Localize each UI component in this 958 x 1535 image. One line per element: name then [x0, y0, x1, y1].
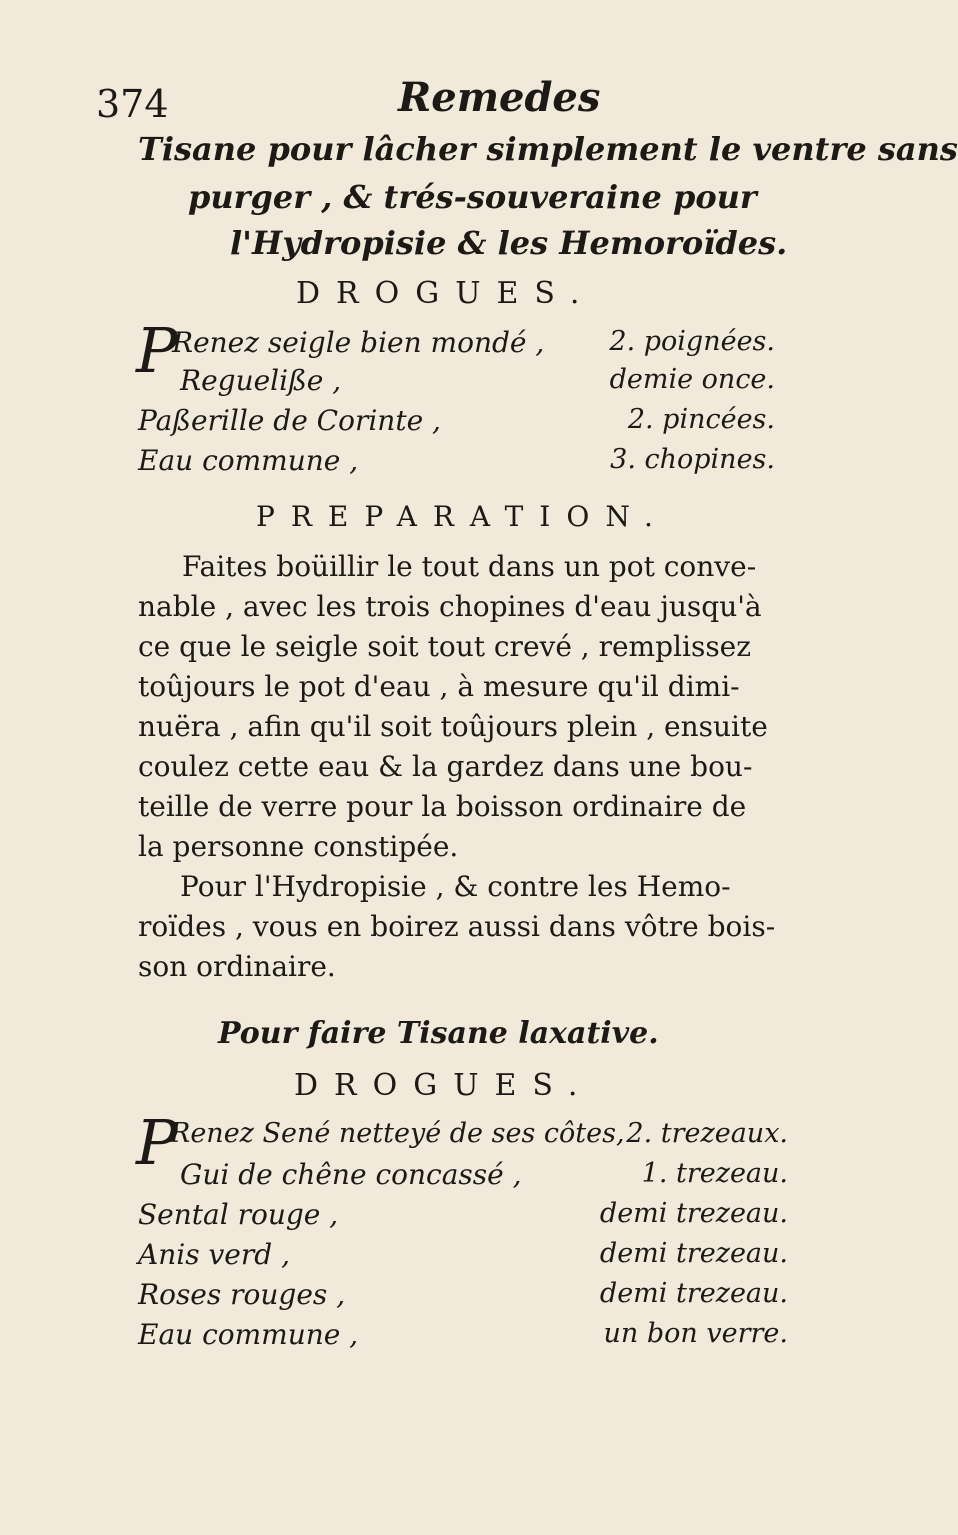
ingredient-name: Regueliße , [180, 364, 342, 397]
ingredient-qty: demi trezeau. [599, 1278, 788, 1309]
preparation-line: teille de verre pour la boisson ordinaire de [138, 790, 747, 823]
preparation-line: la personne constipée. [138, 830, 459, 863]
ingredient-name: Eau commune , [138, 444, 359, 477]
drop-cap-1: P [136, 314, 178, 387]
running-head: Remedes [398, 74, 601, 121]
ingredient-qty: demi trezeau. [599, 1238, 788, 1269]
ingredient-qty: 2. pincées. [627, 404, 775, 435]
ingredient-name: Paßerille de Corinte , [138, 404, 441, 437]
ingredient-qty: demie once. [609, 364, 775, 395]
preparation-line: coulez cette eau & la gardez dans une bou- [138, 750, 753, 783]
ingredient-qty: demi trezeau. [599, 1198, 788, 1229]
ingredient-qty: 2. trezeaux. [626, 1118, 788, 1149]
recipe-title-line-2: purger , & trés-souveraine pour [188, 178, 757, 216]
recipe-title-line-3: l'Hydropisie & les Hemoroïdes. [230, 224, 788, 262]
ingredient-qty: 2. poignées. [609, 326, 775, 357]
hydropisie-line: roïdes , vous en boirez aussi dans vôtre bois- [138, 910, 776, 943]
preparation-line: toûjours le pot d'eau , à mesure qu'il dimi- [138, 670, 740, 703]
recipe-title-line-1: Tisane pour lâcher simplement le ventre sans [138, 130, 958, 168]
preparation-line: nable , avec les trois chopines d'eau jusqu'à [138, 590, 762, 623]
drop-cap-2: P [136, 1106, 178, 1179]
drogues-heading-1: DROGUES. [296, 276, 596, 311]
ingredient-name: Eau commune , [138, 1318, 359, 1351]
hydropisie-line: son ordinaire. [138, 950, 336, 983]
ingredient-name: Renez Sené netteyé de ses côtes, [170, 1118, 625, 1149]
ingredient-name: Gui de chêne concassé , [180, 1158, 522, 1191]
preparation-heading: PREPARATION. [256, 500, 669, 533]
ingredient-name: Sental rouge , [138, 1198, 339, 1231]
recipe-title-2: Pour faire Tisane laxative. [218, 1016, 659, 1051]
preparation-line: Faites boüillir le tout dans un pot conve- [182, 550, 757, 583]
ingredient-qty: 1. trezeau. [641, 1158, 788, 1189]
hydropisie-line: Pour l'Hydropisie , & contre les Hemo- [180, 870, 731, 903]
ingredient-name: Anis verd , [138, 1238, 290, 1271]
ingredient-name: Renez seigle bien mondé , [172, 326, 545, 359]
ingredient-qty: un bon verre. [603, 1318, 788, 1349]
ingredient-qty: 3. chopines. [610, 444, 775, 475]
preparation-line: ce que le seigle soit tout crevé , remplissez [138, 630, 752, 663]
ingredient-name: Roses rouges , [138, 1278, 346, 1311]
preparation-line: nuëra , afin qu'il soit toûjours plein , ensuite [138, 710, 768, 743]
drogues-heading-2: DROGUES. [294, 1068, 594, 1103]
page-number: 374 [96, 82, 169, 126]
